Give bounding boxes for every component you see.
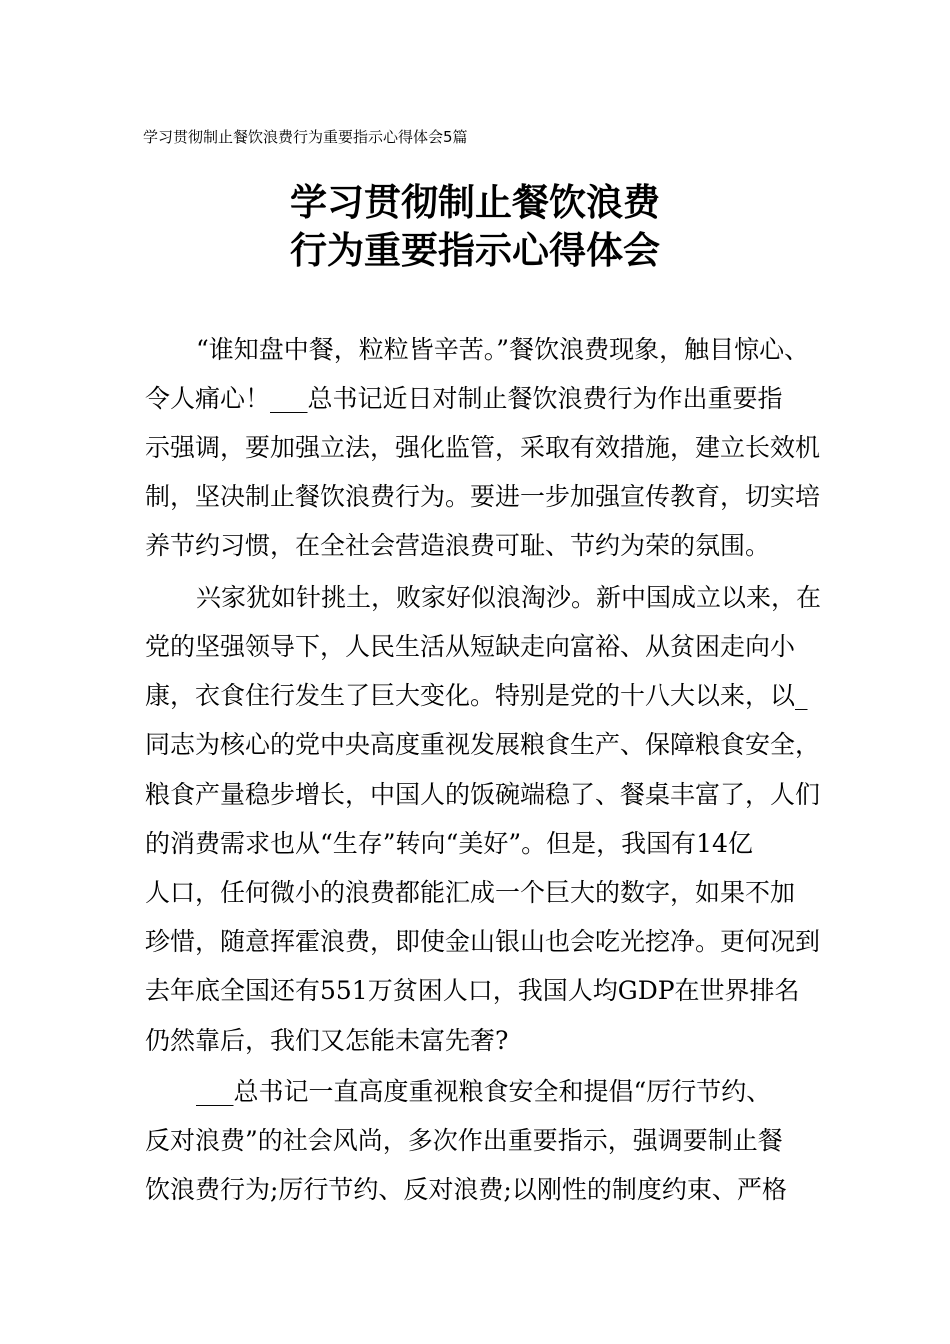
paragraph-2-line: 去年底全国还有551万贫困人口，我国人均GDP在世界排名 [145,976,800,1005]
paragraph-3-line: ___总书记一直高度重视粮食安全和提倡“厉行节约、 [196,1077,772,1106]
paragraph-1-line: 令人痛心！___总书记近日对制止餐饮浪费行为作出重要指 [145,384,783,413]
paragraph-2-line: 兴家犹如针挑土，败家好似浪淘沙。新中国成立以来，在 [196,583,822,612]
paragraph-1-line: 养节约习惯，在全社会营造浪费可耻、节约为荣的氛围。 [145,531,771,560]
paragraph-2-line: 党的坚强领导下，人民生活从短缺走向富裕、从贫困走向小 [145,632,796,661]
paragraph-1-line: “谁知盘中餐，粒粒皆辛苦。”餐饮浪费现象，触目惊心、 [196,335,810,364]
paragraph-2-line: 仍然靠后，我们又怎能未富先奢? [145,1026,509,1055]
paragraph-3-line: 反对浪费”的社会风尚，多次作出重要指示，强调要制止餐 [145,1126,783,1155]
paragraph-3-line: 饮浪费行为;厉行节约、反对浪费;以刚性的制度约束、严格 [145,1175,787,1204]
paragraph-1-line: 示强调，要加强立法，强化监管，采取有效措施，建立长效机 [145,433,821,462]
document-title-line-2: 行为重要指示心得体会 [290,229,660,272]
paragraph-2-line: 的消费需求也从“生存”转向“美好”。但是，我国有14亿 [145,829,753,858]
paragraph-2-line: 人口，任何微小的浪费都能汇成一个巨大的数字，如果不加 [145,878,796,907]
paragraph-2-line: 康，衣食住行发生了巨大变化。特别是党的十八大以来，以_ [145,681,808,710]
paragraph-2-line: 粮食产量稳步增长，中国人的饭碗端稳了、餐桌丰富了，人们 [145,780,821,809]
document-title-line-1: 学习贯彻制止餐饮浪费 [290,181,660,224]
paragraph-2-line: 同志为核心的党中央高度重视发展粮食生产、保障粮食安全， [145,730,821,759]
paragraph-1-line: 制，坚决制止餐饮浪费行为。要进一步加强宣传教育，切实培 [145,482,821,511]
document-header: 学习贯彻制止餐饮浪费行为重要指示心得体会5篇 [143,128,468,146]
paragraph-2-line: 珍惜，随意挥霍浪费，即使金山银山也会吃光挖净。更何况到 [145,927,821,956]
